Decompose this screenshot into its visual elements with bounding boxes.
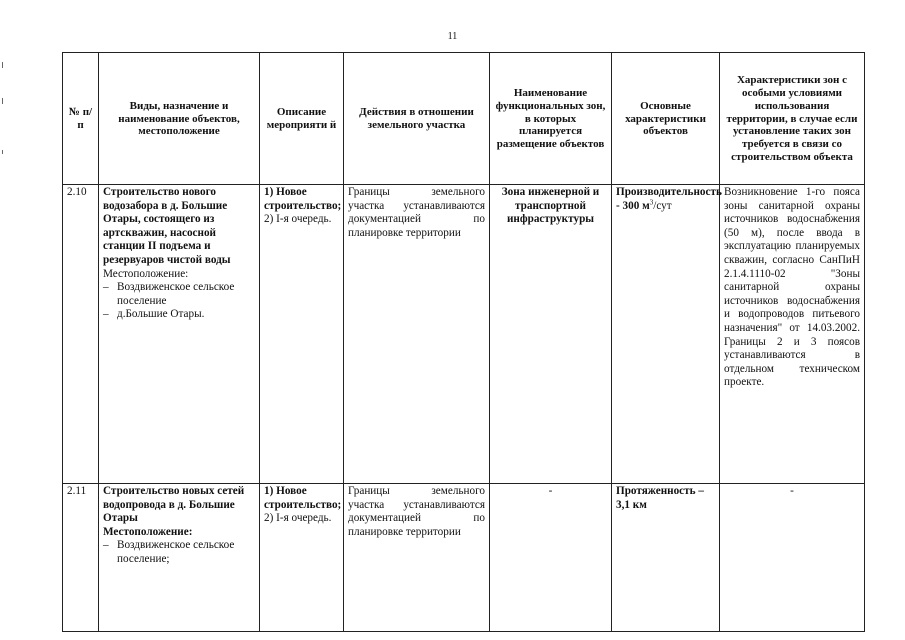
location-label: Местоположение: [103, 525, 193, 538]
header-special-zones: Характеристики зон с особыми условиями использования территории, в случае если установление таких зон требуется в связи со строительством объекта [720, 53, 865, 185]
event-stage: 2) I-я очередь. [264, 213, 332, 226]
event-type: 1) Новое строительство; [264, 485, 342, 511]
page-number: 11 [447, 31, 458, 42]
header-characteristics: Основные характеристики объектов [612, 53, 720, 185]
characteristic-text: Протяженность – 3,1 км [616, 485, 704, 511]
scan-artifact [2, 150, 3, 154]
action-cell: Границы земельного участка устанавливаются документацией по планировке территории [344, 185, 490, 484]
row-number: 2.11 [63, 484, 99, 632]
special-zone-cell: Возникновение 1-го пояса зоны санитарной охраны источников водоснабжения (50 м), после ввода в эксплуатацию планируемых скважин, согласно СанПиН 2.1.4.1110-02 "Зоны санитарной охраны источников водоснабжения и водопроводов питьевого назначения" от 14.03.2002. Границы 2 и 3 поясов устанавливаются в отдельном техническом проекте. [720, 185, 865, 484]
event-cell [260, 185, 344, 484]
object-cell [99, 484, 260, 632]
characteristic-unit: /сут [653, 199, 672, 212]
location-list [103, 281, 255, 322]
list-item: – Воздвиженское сельское поселение; [103, 539, 255, 566]
object-cell [99, 185, 260, 484]
location-list [103, 539, 255, 566]
zone-cell: - [490, 484, 612, 632]
characteristic-cell [612, 185, 720, 484]
objects-table [62, 52, 865, 632]
location-label: Местоположение: [103, 267, 189, 280]
header-num: № п/п [63, 53, 99, 185]
header-object: Виды, назначение и наименование объектов, местоположение [99, 53, 260, 185]
characteristic-sup: 3 [649, 197, 654, 206]
header-row [63, 53, 865, 185]
header-zone: Наименование функциональных зон, в которых планируется размещение объектов [490, 53, 612, 185]
list-item: – д.Большие Отары. [103, 308, 255, 322]
row-number: 2.10 [63, 185, 99, 484]
list-item: – Воздвиженское сельское поселение [103, 281, 255, 308]
event-cell [260, 484, 344, 632]
header-event: Описание мероприяти й [260, 53, 344, 185]
scan-artifact [2, 62, 3, 68]
scan-artifact [2, 98, 3, 104]
special-zone-cell: - [720, 484, 865, 632]
characteristic-text: Производительность - 300 м [616, 186, 722, 212]
header-action: Действия в отношении земельного участка [344, 53, 490, 185]
zone-cell: Зона инженерной и транспортной инфраструктуры [490, 185, 612, 484]
event-stage: 2) I-я очередь. [264, 512, 332, 525]
object-title: Строительство нового водозабора в д. Большие Отары, состоящего из артскважин, насосной станции II подъема и резервуаров чистой воды [103, 186, 231, 266]
table-row [63, 484, 865, 632]
table-row [63, 185, 865, 484]
object-title: Строительство новых сетей водопровода в д. Большие Отары [103, 485, 245, 525]
characteristic-cell [612, 484, 720, 632]
event-type: 1) Новое строительство; [264, 186, 342, 212]
action-cell: Границы земельного участка устанавливаются документацией по планировке территории [344, 484, 490, 632]
